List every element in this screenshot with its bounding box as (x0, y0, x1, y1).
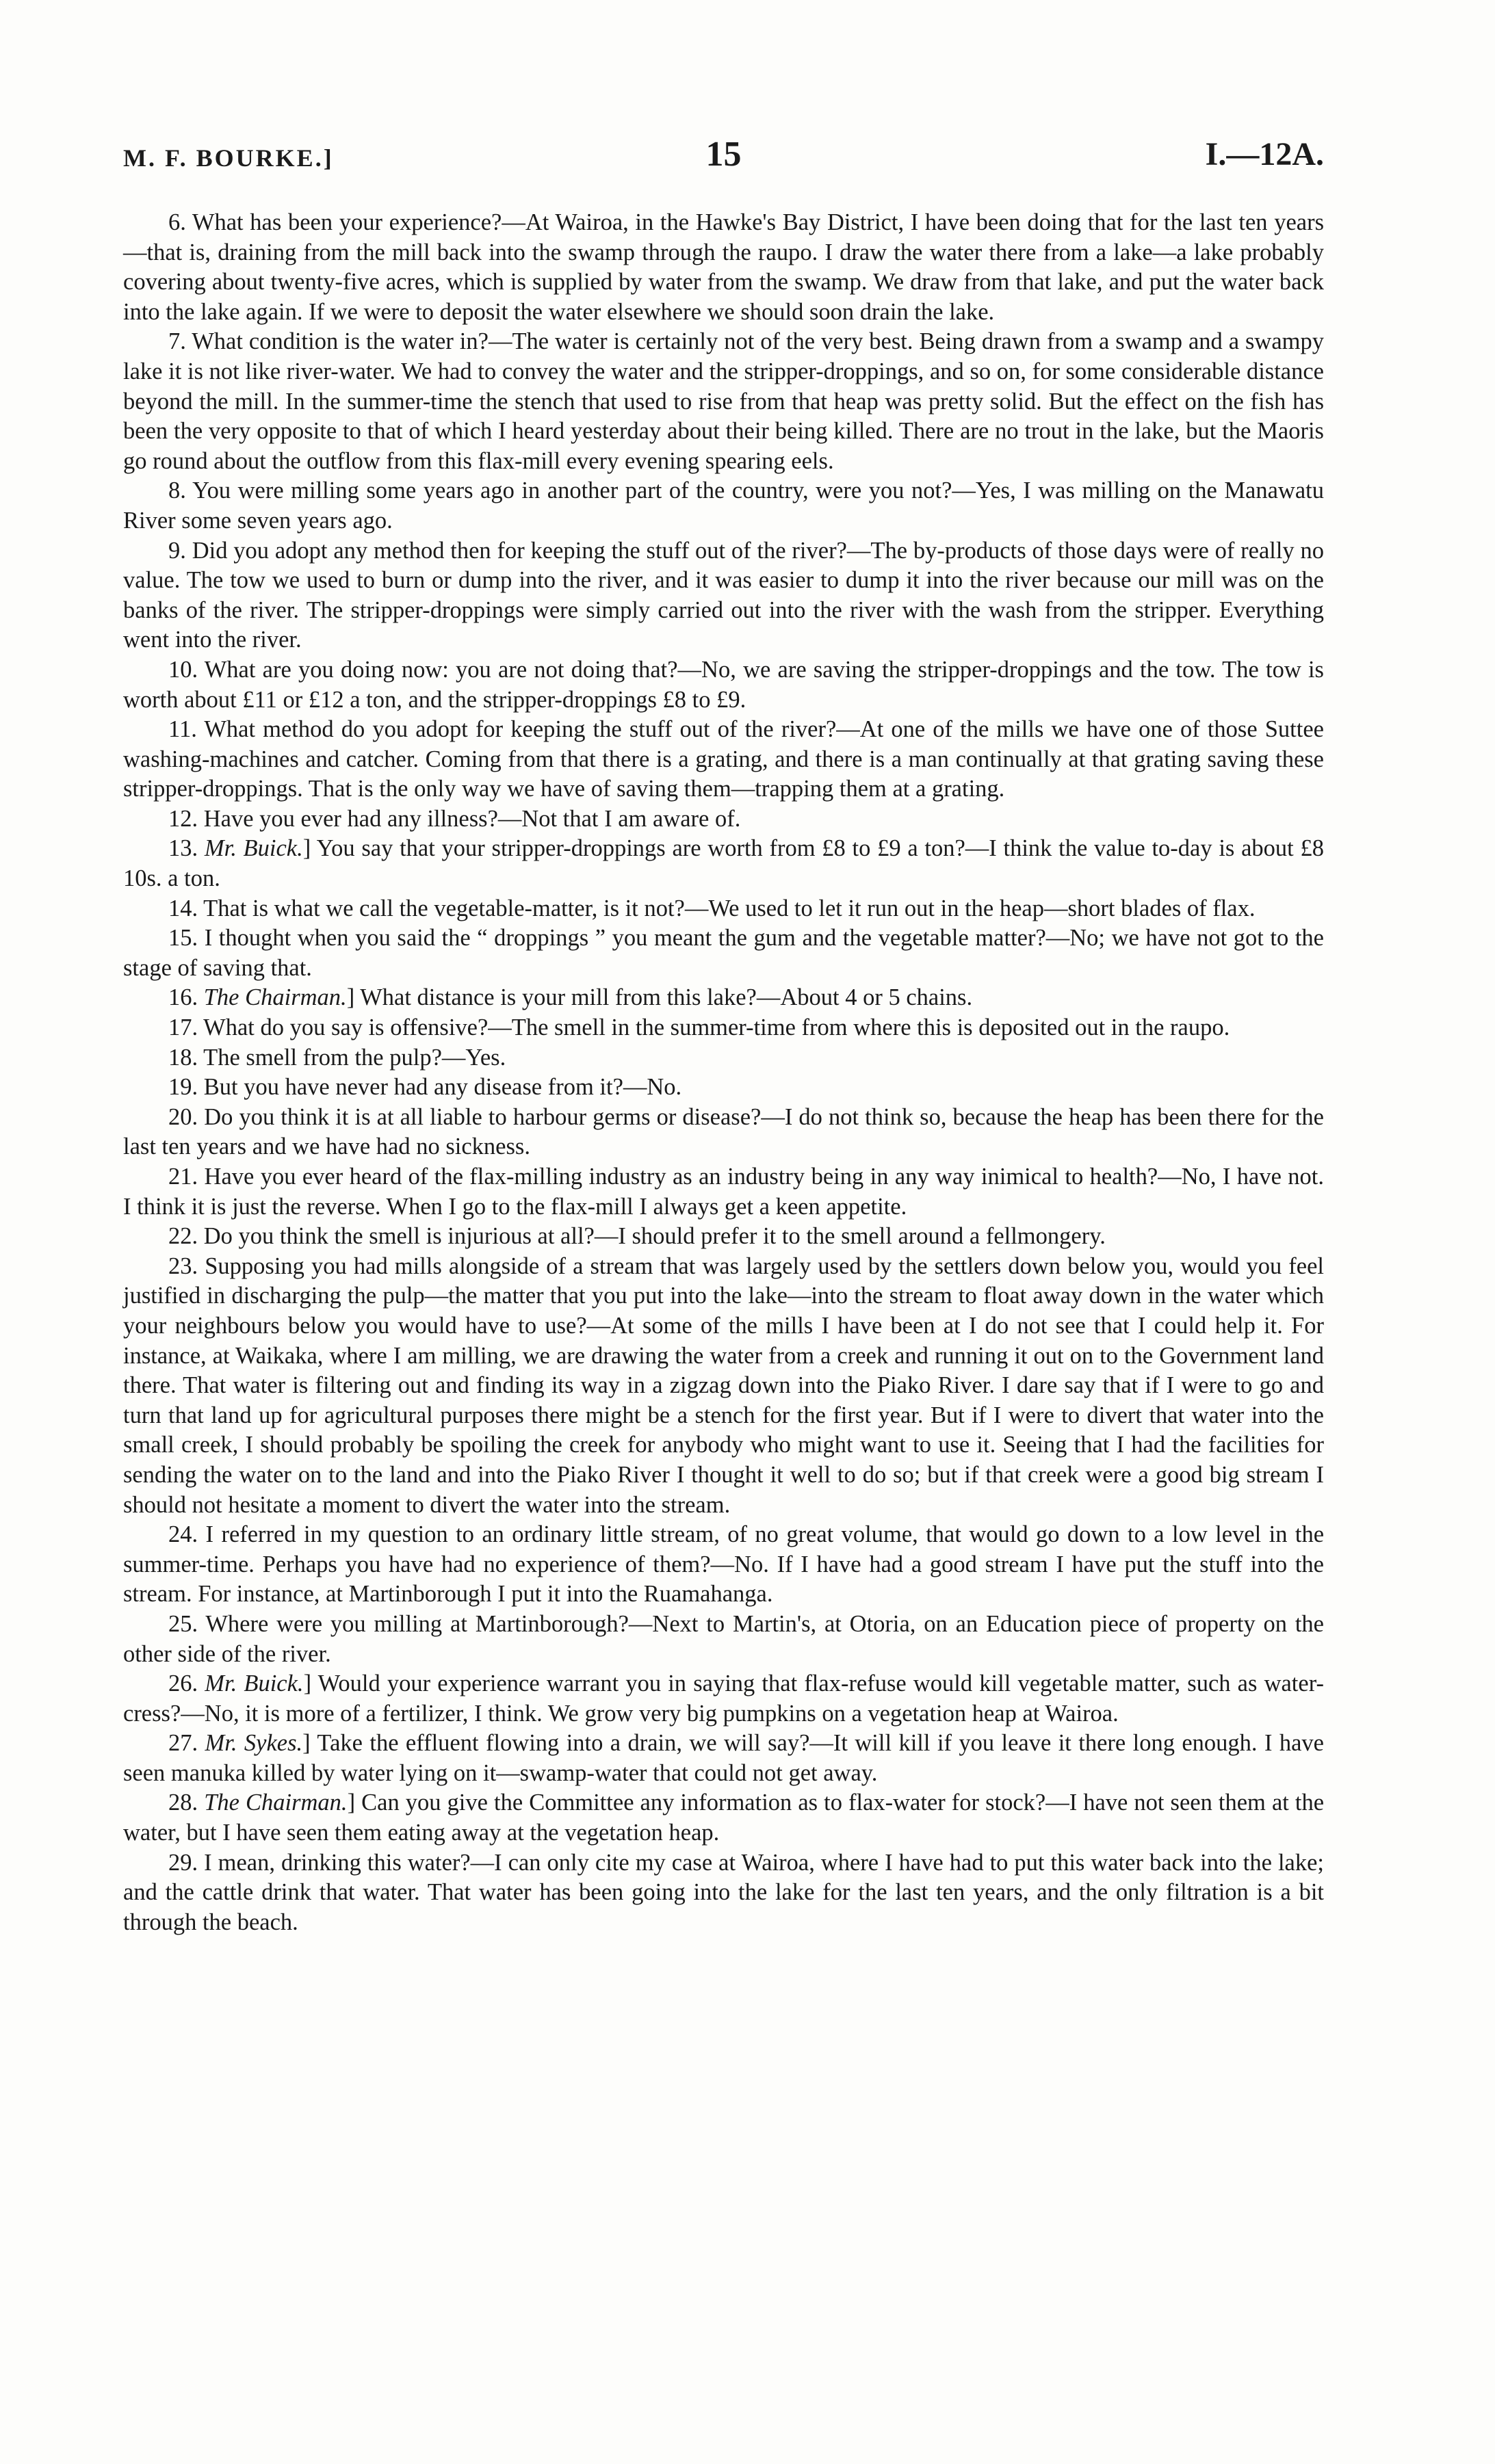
question-number: 27. (168, 1730, 198, 1757)
question-number: 6. (168, 209, 186, 235)
paragraph-text: I thought when you said the “ droppings ” you meant the gum and the vegetable matter?—No; we have not got to the stage of saving that. (123, 925, 1324, 981)
paragraph-text: Take the effluent flowing into a drain, we will say?—It will kill if you leave it there long enough. I have seen manuka killed by water lying on it—swamp-water that could not get away. (123, 1730, 1324, 1786)
question-number: 9. (168, 537, 186, 564)
question-paragraph (123, 983, 1324, 1013)
question-number: 8. (168, 477, 186, 504)
speaker-bracket: ] (302, 835, 311, 862)
speaker-name: Mr. Sykes. (205, 1730, 303, 1757)
question-number: 7. (168, 328, 186, 355)
question-number: 10. (168, 656, 198, 683)
paragraph-text: The smell from the pulp?—Yes. (203, 1044, 506, 1071)
question-number: 22. (168, 1223, 198, 1250)
paragraph-text: Do you think it is at all liable to harbour germs or disease?—I do not think so, because the heap has been there for the last ten years and we have had no sickness. (123, 1103, 1324, 1160)
question-paragraph (123, 894, 1324, 924)
question-number: 26. (168, 1670, 198, 1697)
question-paragraph (123, 1073, 1324, 1103)
paragraph-text: What are you doing now: you are not doing that?—No, we are saving the stripper-droppings and the tow. The tow is worth about £11 or £12 a ton, and the stripper-droppings £8 to £9. (123, 656, 1324, 713)
question-number: 14. (168, 895, 198, 921)
speaker-name: Mr. Buick. (204, 835, 303, 862)
question-paragraph (123, 1222, 1324, 1252)
speaker-name: Mr. Buick. (205, 1670, 304, 1697)
question-paragraph (123, 536, 1324, 655)
paragraph-text: That is what we call the vegetable-matter, is it not?—We used to let it run out in the heap—short blades of flax. (203, 895, 1256, 921)
question-paragraph (123, 1520, 1324, 1610)
speaker-bracket: ] (347, 1790, 356, 1816)
question-number: 17. (168, 1014, 198, 1041)
question-number: 15. (168, 925, 198, 952)
page-header (123, 134, 1324, 182)
question-paragraph (123, 1103, 1324, 1162)
question-number: 16. (168, 984, 198, 1011)
question-paragraph (123, 1610, 1324, 1669)
paragraph-text: You were milling some years ago in another part of the country, were you not?—Yes, I was milling on the Manawatu River some seven years ago. (123, 477, 1324, 534)
paragraph-text: What has been your experience?—At Wairoa, in the Hawke's Bay District, I have been doing that for the last ten years—that is, draining from the mill back into the swamp through the raupo. I draw the water there from a lake—a lake probably covering about twenty-five acres, which is supplied by water from the swamp. We draw from that lake, and put the water back into the lake again. If we were to deposit the water elsewhere we should soon drain the lake. (123, 209, 1324, 325)
question-paragraph (123, 1252, 1324, 1520)
question-number: 12. (168, 805, 198, 832)
question-paragraph (123, 715, 1324, 804)
paragraph-text: Supposing you had mills alongside of a stream that was largely used by the settlers down below you, would you feel justified in discharging the pulp—the matter that you put into the lake—into the stream to float away down in the water which your neighbours below you would have to use?—At some of the mills I have been at I do not see that I could help it. For instance, at Waikaka, where I am milling, we are drawing the water from a creek and running it out on to the Government land there. That water is filtering out and finding its way in a zigzag down into the Piako River. I dare say that if I were to go and turn that land up for agricultural purposes there might be a stench for the first year. But if I were to divert that water into the small creek, I should probably be spoiling the creek for anybody who might want to use it. Seeing that I had the facilities for sending the water on to the land and into the Piako River I thought it well to do so; but if that creek were a good big stream I should not hesitate a moment to divert the water into the stream. (123, 1253, 1324, 1518)
paragraph-text: Have you ever heard of the flax-milling industry as an industry being in any way inimical to health?—No, I have not. I think it is just the reverse. When I go to the flax-mill I always get a keen appetite. (123, 1164, 1325, 1220)
paragraph-text: I mean, drinking this water?—I can only cite my case at Wairoa, where I have had to put this water back into the lake; and the cattle drink that water. That water has been going into the lake for the last ten years, and the only filtration is a bit through the beach. (123, 1849, 1324, 1935)
paragraph-text: You say that your stripper-droppings are worth from £8 to £9 a ton?—I think the value to-day is about £8 10s. a ton. (123, 835, 1324, 892)
question-paragraph (123, 1013, 1324, 1043)
paragraph-text: Did you adopt any method then for keeping the stuff out of the river?—The by-products of those days were of really no value. The tow we used to burn or dump into the river, and it was easier to dump it into the river because our mill was on the banks of the river. The stripper-droppings were simply carried out into the river with the wash from the stripper. Everything went into the river. (123, 537, 1325, 653)
question-paragraph (123, 476, 1324, 536)
question-number: 13. (168, 835, 198, 862)
question-number: 18. (168, 1044, 198, 1071)
paragraph-text: Where were you milling at Martinborough?—Next to Martin's, at Otoria, on an Education piece of property on the other side of the river. (123, 1610, 1324, 1667)
paper-reference: I.—12A. (1205, 136, 1324, 172)
question-number: 28. (168, 1790, 198, 1816)
question-paragraph (123, 1729, 1324, 1788)
question-paragraph (123, 208, 1324, 327)
question-number: 29. (168, 1849, 198, 1876)
paragraph-text: But you have never had any disease from it?—No. (203, 1074, 682, 1101)
question-number: 11. (168, 716, 197, 743)
paragraph-text: Do you think the smell is injurious at all?—I should prefer it to the smell around a fellmongery. (203, 1223, 1106, 1250)
question-paragraph (123, 923, 1324, 983)
page-number: 15 (705, 135, 742, 174)
question-number: 19. (168, 1074, 198, 1101)
question-number: 21. (168, 1164, 198, 1190)
question-paragraph (123, 655, 1324, 715)
question-paragraph (123, 1848, 1324, 1938)
question-number: 23. (168, 1253, 198, 1279)
paragraph-text: Would your experience warrant you in saying that flax-refuse would kill vegetable matter, such as water-cress?—No, it is more of a fertilizer, I think. We grow very big pumpkins on a vegetation heap at Wairoa. (123, 1670, 1324, 1727)
paragraph-text: What condition is the water in?—The water is certainly not of the very best. Being drawn from a swamp and a swampy lake it is not like river-water. We had to convey the water and the stripper-droppings, and so on, for some considerable distance beyond the mill. In the summer-time the stench that used to rise from that heap was pretty solid. But the effect on the fish has been the very opposite to that of which I heard yesterday about their being killed. There are no trout in the lake, but the Maoris go round about the outflow from this flax-mill every evening spearing eels. (123, 328, 1324, 474)
question-paragraph (123, 1043, 1324, 1073)
question-number: 24. (168, 1521, 198, 1548)
paragraph-text: What method do you adopt for keeping the stuff out of the river?—At one of the mills we have one of those Suttee washing-machines and catcher. Coming from that there is a grating, and there is a man continually at that grating saving these stripper-droppings. That is the only way we have of saving them—trapping them at a grating. (123, 716, 1324, 802)
speaker-name: The Chairman. (204, 1790, 348, 1816)
paragraph-text: I referred in my question to an ordinary little stream, of no great volume, that would go down to a low level in the summer-time. Perhaps you have had no experience of them?—No. If I have had a good stream I have put the stuff into the stream. For instance, at Martinborough I put it into the Ruamahanga. (123, 1521, 1325, 1608)
paragraph-text: What do you say is offensive?—The smell in the summer-time from where this is deposited out in the raupo. (203, 1014, 1230, 1041)
question-paragraph (123, 1669, 1324, 1729)
question-paragraph (123, 834, 1324, 893)
question-paragraph (123, 1788, 1324, 1848)
question-paragraph (123, 804, 1324, 835)
witness-name: M. F. BOURKE.] (123, 144, 334, 172)
question-number: 20. (168, 1103, 198, 1130)
speaker-name: The Chairman. (203, 984, 347, 1011)
paragraph-text: What distance is your mill from this lake?—About 4 or 5 chains. (360, 984, 973, 1011)
speaker-bracket: ] (303, 1670, 312, 1697)
speaker-bracket: ] (346, 984, 355, 1011)
paragraph-text: Can you give the Committee any information as to flax-water for stock?—I have not seen them at the water, but I have seen them eating away at the vegetation heap. (123, 1790, 1325, 1846)
question-paragraph (123, 1162, 1324, 1222)
paragraph-text: Have you ever had any illness?—Not that I am aware of. (203, 805, 741, 832)
question-paragraph (123, 327, 1324, 476)
speaker-bracket: ] (302, 1730, 311, 1757)
question-number: 25. (168, 1610, 198, 1637)
document-body (123, 208, 1324, 1937)
